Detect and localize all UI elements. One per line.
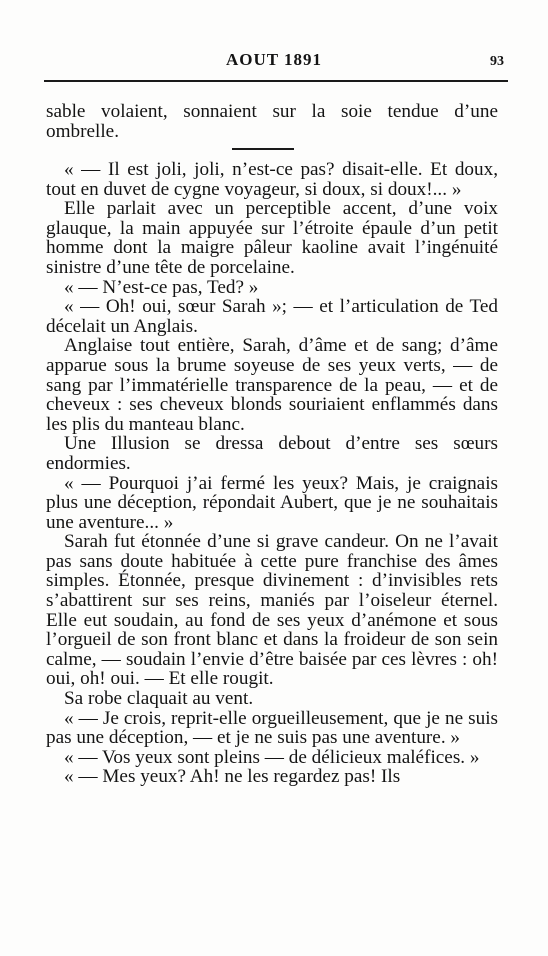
paragraph: « — Oh! oui, sœur Sarah »; — et l’articulation de Ted décelait un Anglais. [46, 296, 498, 337]
paragraph: Sarah fut étonnée d’une si grave candeur. On ne l’avait pas sans doute habituée à cette pure franchise des âmes simples. Étonnée, presque divinement : d’invisibles rets s’abattirent sur ses reins, maniés par l’oiseleur éternel. Elle eut soudain, au fond de ses yeux d’anémone et sous l’orgueil de son front blanc et dans la froideur de son sein calme, — soudain l’envie d’être baisée par ces lèvres : oh! oui, oh! oui. — Et elle rougit. [46, 531, 498, 690]
paragraph: « — Pourquoi j’ai fermé les yeux? Mais, je craignais plus une déception, répondait Aubert, que je ne souhaitais une aventure... » [46, 472, 498, 533]
paragraph: « — Mes yeux? Ah! ne les regardez pas! Ils [64, 766, 401, 788]
paragraph: Anglaise tout entière, Sarah, d’âme et de sang; d’âme apparue sous la brume soyeuse de ses yeux verts, — de sang par l’immatérielle transparence de la peau, — et de cheveux : ses cheveux blonds souriaient enflammés dans les plis du manteau blanc. [46, 335, 498, 435]
page-header [40, 50, 508, 74]
paragraph: Sa robe claquait au vent. [64, 688, 254, 710]
page-number: 93 [490, 54, 504, 69]
body-text [46, 160, 498, 787]
section-divider [232, 148, 294, 150]
paragraph: « — Il est joli, joli, n’est-ce pas? disait-elle. Et doux, tout en duvet de cygne voyageur, si doux, si doux!... » [46, 159, 498, 200]
running-head: AOUT 1891 [225, 50, 323, 69]
paragraph: « — Vos yeux sont pleins — de délicieux maléfices. » [64, 746, 480, 768]
header-rule [44, 80, 508, 82]
paragraph: « — Je crois, reprit-elle orgueilleusement, que je ne suis pas une déception, — et je ne suis pas une aventure. » [46, 707, 498, 749]
text-continuation [46, 102, 498, 141]
paragraph: Une Illusion se dressa debout d’entre ses sœurs endormies. [46, 433, 498, 474]
paragraph: « — N’est-ce pas, Ted? » [64, 276, 259, 298]
paragraph: Elle parlait avec un perceptible accent, d’une voix glauque, la main appuyée sur l’étroite épaule d’un petit homme dont la maigre pâleur kaoline avait l’ingénuité sinistre d’une tête de porcelaine. [46, 198, 498, 278]
paragraph: sable volaient, sonnaient sur la soie tendue d’une ombrelle. [46, 101, 498, 142]
